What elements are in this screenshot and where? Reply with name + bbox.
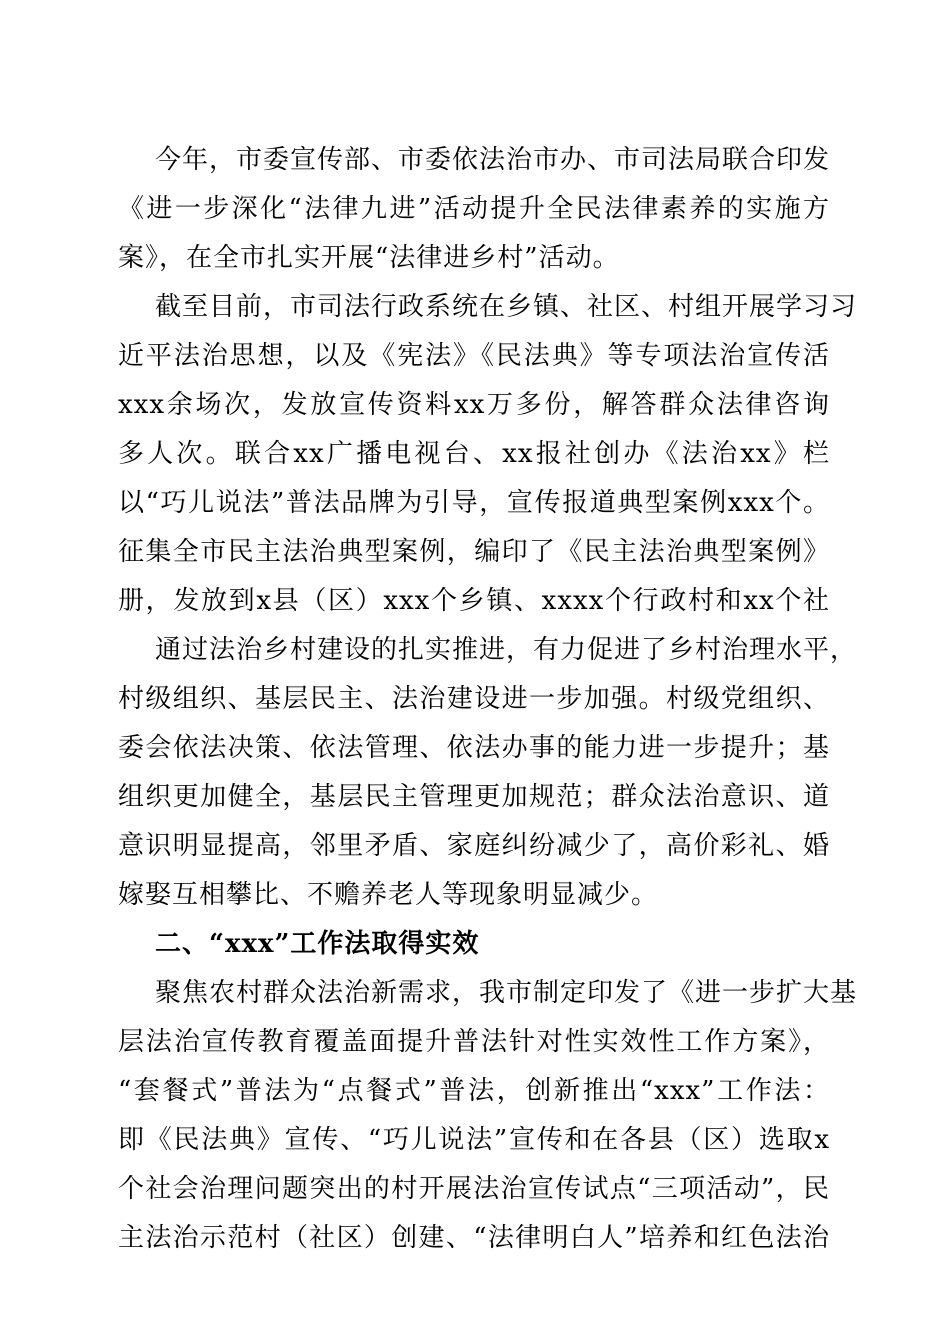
paragraph-1-line-1: 今年，市委宣传部、市委依法治市办、市司法局联合印发 bbox=[155, 145, 831, 175]
document-body bbox=[118, 136, 858, 1263]
section-heading: 二、“xxx”工作法取得实效 bbox=[155, 929, 480, 959]
paragraph-3-line-6: 嫁娶互相攀比、不赡养老人等现象明显减少。 bbox=[118, 880, 659, 910]
paragraph-4-line-3: “套餐式”普法为“点餐式”普法，创新推出“xxx”工作法： bbox=[118, 1076, 830, 1106]
paragraph-3-line-5: 意识明显提高，邻里矛盾、家庭纠纷减少了，高价彩礼、婚 bbox=[118, 831, 830, 861]
paragraph-4-line-2: 层法治宣传教育覆盖面提升普法针对性实效性工作方案》， bbox=[118, 1027, 830, 1057]
paragraph-4-line-6: 主法治示范村（社区）创建、“法律明白人”培养和红色法治 bbox=[118, 1223, 830, 1253]
paragraph-3-line-3: 委会依法决策、依法管理、依法办事的能力进一步提升；基 bbox=[118, 733, 830, 763]
paragraph-3-line-1: 通过法治乡村建设的扎实推进，有力促进了乡村治理水平， bbox=[155, 635, 858, 665]
paragraph-2-line-6: 征集全市民主法治典型案例，编印了《民主法治典型案例》 bbox=[118, 537, 830, 567]
paragraph-1-line-2: 《进一步深化“法律九进”活动提升全民法律素养的实施方 bbox=[118, 194, 830, 224]
paragraph-3-line-2: 村级组织、基层民主、法治建设进一步加强。村级党组织、 bbox=[118, 684, 830, 714]
paragraph-2-line-4: 多人次。联合xx广播电视台、xx报社创办《法治xx》栏 bbox=[118, 439, 830, 469]
paragraph-4-line-5: 个社会治理问题突出的村开展法治宣传试点“三项活动”，民 bbox=[118, 1174, 830, 1204]
paragraph-3-line-4: 组织更加健全，基层民主管理更加规范；群众法治意识、道 bbox=[118, 782, 830, 812]
paragraph-4-line-1: 聚焦农村群众法治新需求，我市制定印发了《进一步扩大基 bbox=[155, 978, 858, 1008]
paragraph-2-line-5: 以“巧儿说法”普法品牌为引导，宣传报道典型案例xxx个。 bbox=[118, 488, 830, 518]
paragraph-2-line-7: 册，发放到x县（区）xxx个乡镇、xxxx个行政村和xx个社 bbox=[118, 586, 830, 616]
paragraph-4-line-4: 即《民法典》宣传、“巧儿说法”宣传和在各县（区）选取x bbox=[118, 1125, 830, 1155]
paragraph-2-line-1: 截至目前，市司法行政系统在乡镇、社区、村组开展学习习 bbox=[155, 292, 858, 322]
paragraph-2-line-3: xxx余场次，发放宣传资料xx万多份，解答群众法律咨询 bbox=[118, 390, 830, 420]
paragraph-1-line-3: 案》，在全市扎实开展“法律进乡村”活动。 bbox=[118, 243, 620, 273]
paragraph-2-line-2: 近平法治思想，以及《宪法》《民法典》等专项法治宣传活 bbox=[118, 341, 830, 371]
